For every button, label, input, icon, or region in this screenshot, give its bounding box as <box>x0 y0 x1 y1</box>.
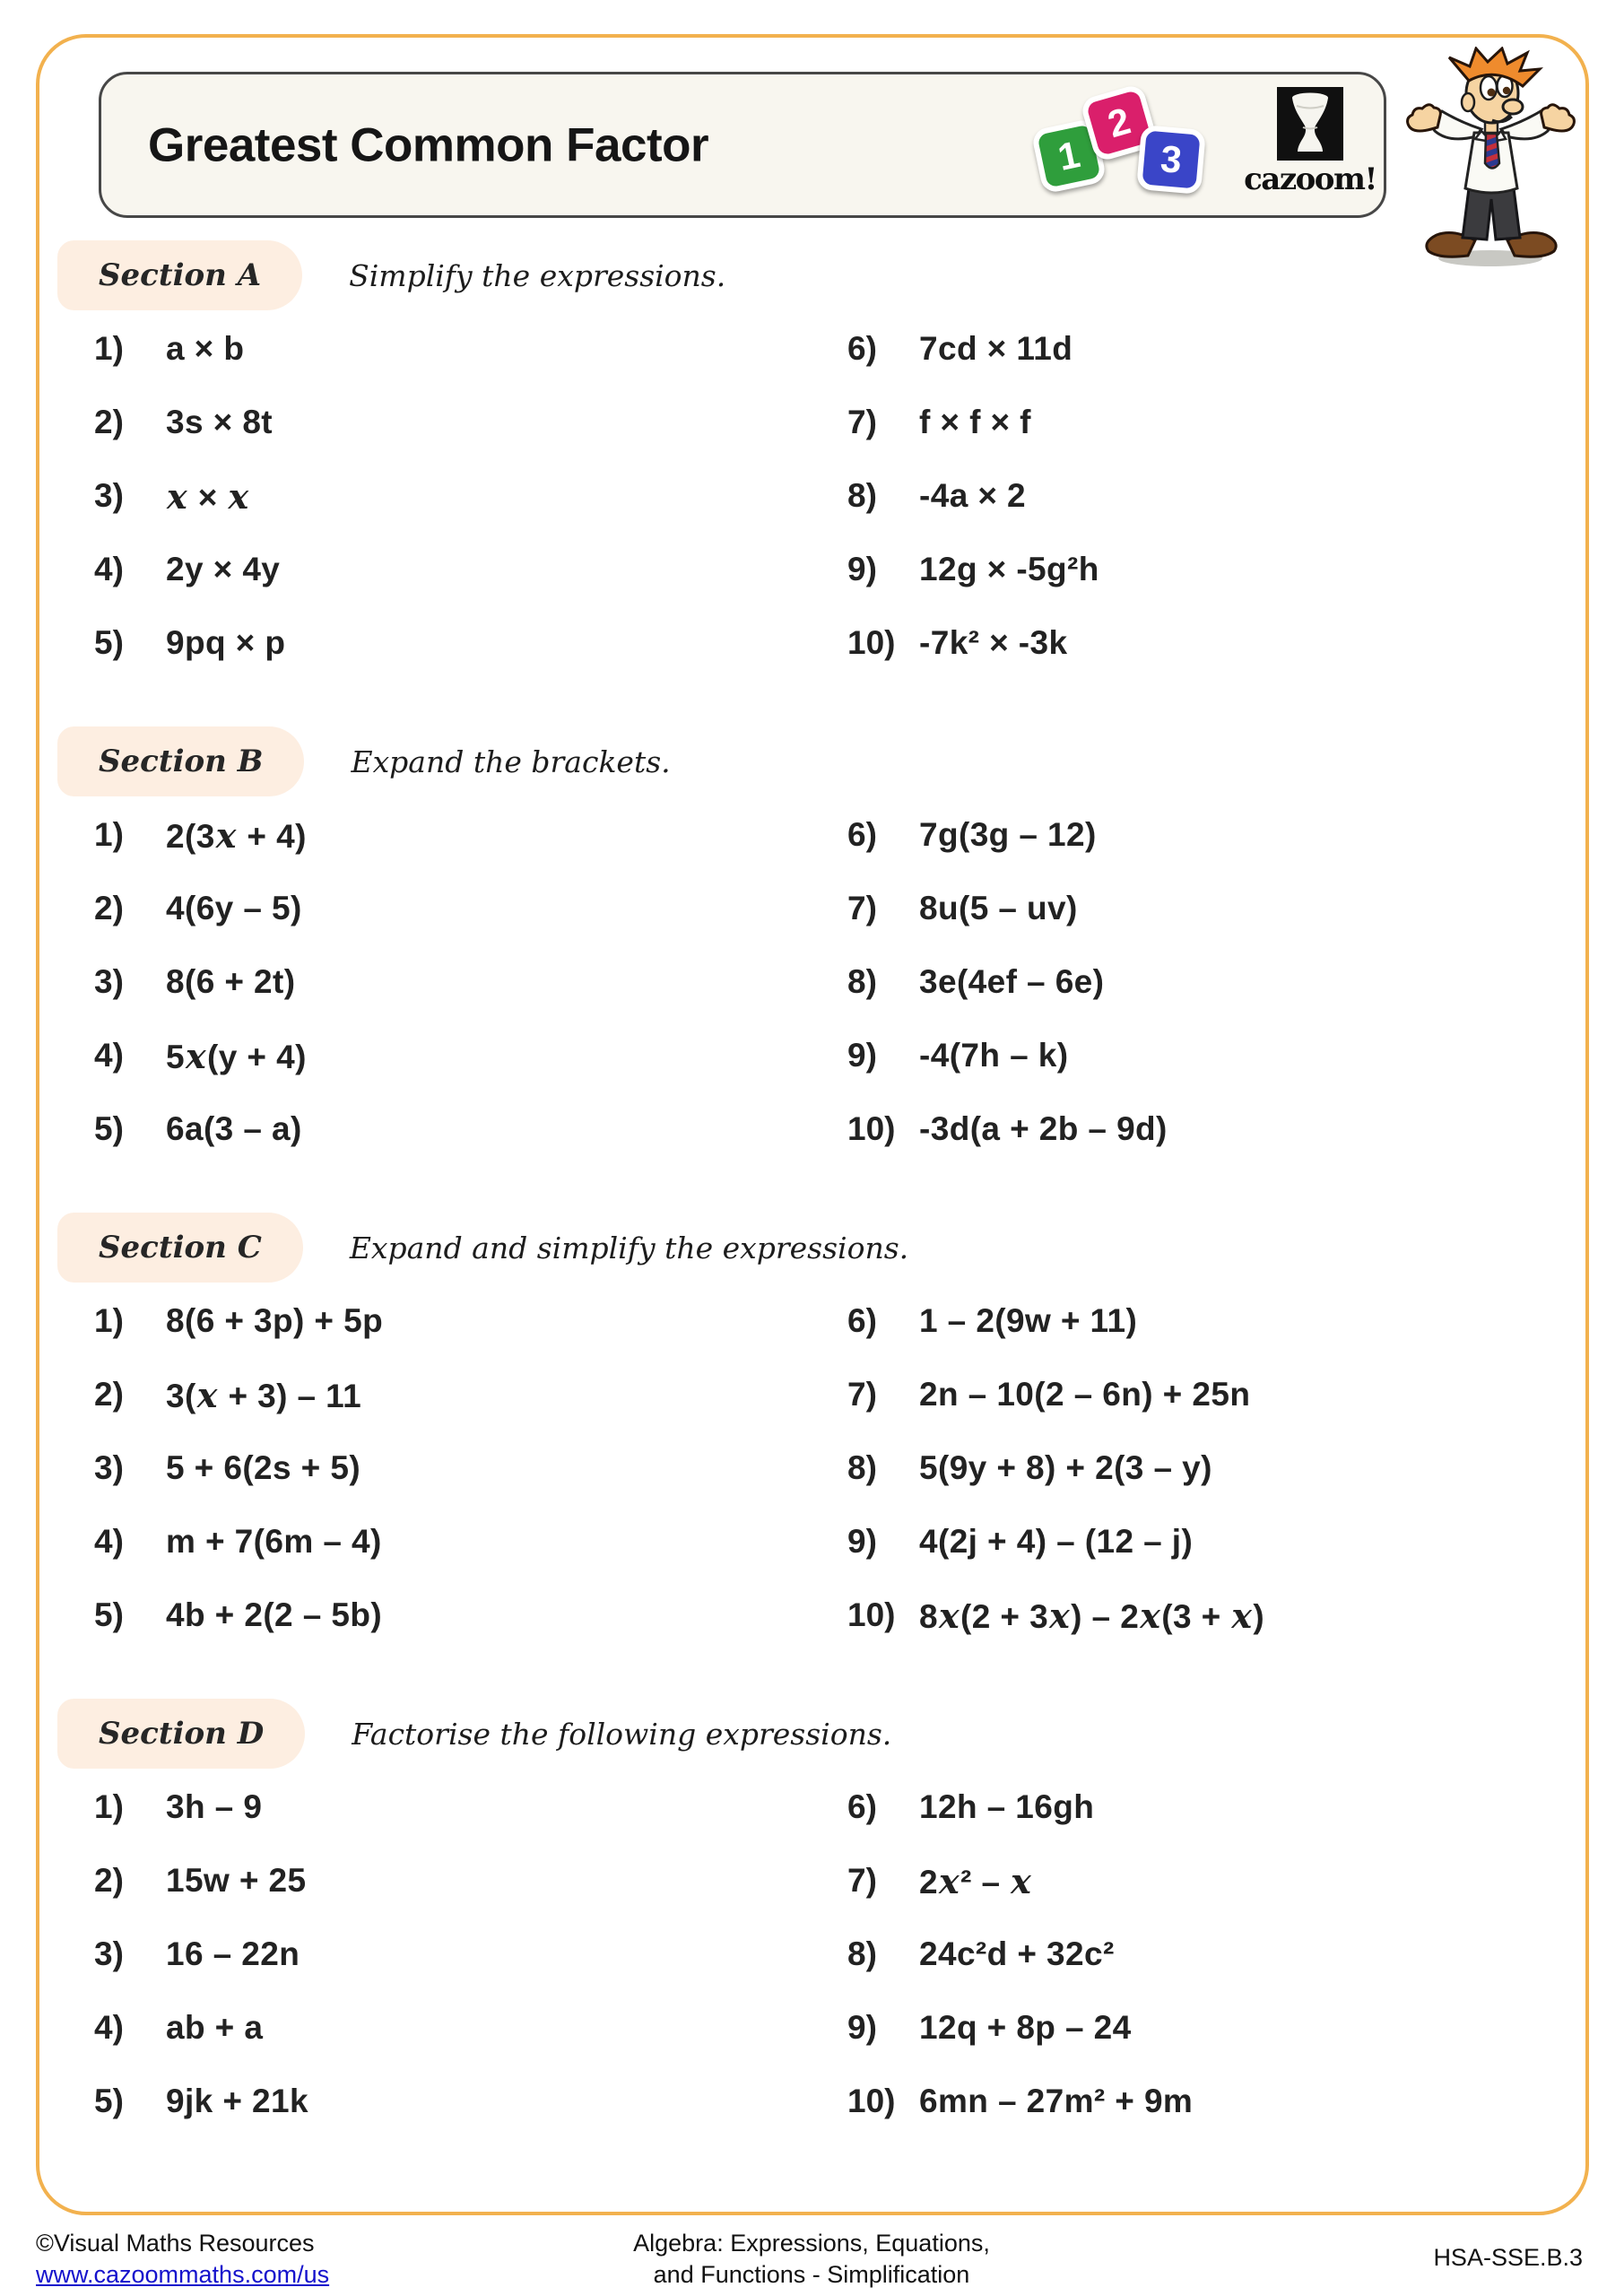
problem-expression: m + 7(6m – 4) <box>166 1523 382 1560</box>
problem-number: 9) <box>847 1523 877 1560</box>
problem-number: 7) <box>847 404 877 440</box>
problem-expression: 2x² – x <box>919 1860 1032 1901</box>
problem-number: 1) <box>94 816 124 853</box>
problem-row <box>94 1431 847 1505</box>
math-variable: x <box>938 1595 960 1636</box>
problem-expression: 3h – 9 <box>166 1788 263 1825</box>
problem-row <box>847 1844 1610 1918</box>
problem-number: 7) <box>847 1376 877 1413</box>
problem-number: 8) <box>847 477 877 514</box>
problem-row <box>94 1918 847 1991</box>
problem-expression: 16 – 22n <box>166 1935 300 1972</box>
problem-number: 5) <box>94 1596 124 1633</box>
problem-row <box>94 1019 847 1092</box>
problem-row <box>847 459 1610 533</box>
problem-expression: 9jk + 21k <box>166 2083 308 2119</box>
standard-code: HSA-SSE.B.3 <box>1433 2244 1583 2271</box>
problem-row <box>94 1358 847 1431</box>
problem-row <box>847 1770 1610 1844</box>
section-label: Section A <box>57 240 302 310</box>
mascot-hand-right <box>1541 105 1575 131</box>
problem-row <box>847 1505 1610 1578</box>
problem-number: 1) <box>94 330 124 367</box>
problem-expression: a × b <box>166 330 245 367</box>
problem-expression: -4a × 2 <box>919 477 1027 514</box>
math-variable: x <box>938 1860 960 1901</box>
problem-number: 3) <box>94 1449 124 1486</box>
problem-row <box>847 1578 1610 1652</box>
problem-expression: 6mn – 27m² + 9m <box>919 2083 1194 2119</box>
problem-expression: 8u(5 – uv) <box>919 890 1078 926</box>
mascot-illustration <box>1399 47 1583 271</box>
problem-number: 7) <box>847 1862 877 1899</box>
problem-expression: 12q + 8p – 24 <box>919 2009 1132 2046</box>
problem-row <box>94 945 847 1019</box>
problem-expression: 2y × 4y <box>166 551 281 587</box>
problem-row <box>847 1991 1610 2065</box>
footer-topic <box>448 2228 1175 2291</box>
problem-number: 4) <box>94 2009 124 2046</box>
problem-row <box>847 1092 1610 1166</box>
problem-number: 3) <box>94 1935 124 1972</box>
problem-row <box>847 872 1610 945</box>
cazoom-logo <box>1238 87 1382 197</box>
problem-number: 6) <box>847 1302 877 1339</box>
math-variable: x <box>185 1035 207 1076</box>
problem-row <box>94 1578 847 1652</box>
problem-expression: 7g(3g – 12) <box>919 816 1097 853</box>
problem-row <box>847 2065 1610 2138</box>
problem-number: 4) <box>94 551 124 587</box>
problem-number: 5) <box>94 624 124 661</box>
section-b <box>57 725 1575 1166</box>
problem-row <box>94 533 847 606</box>
section-instruction: Simplify the expressions. <box>349 257 726 293</box>
problem-row <box>94 459 847 533</box>
copyright-text: ©Visual Maths Resources <box>36 2230 315 2257</box>
problem-expression: 2(3x + 4) <box>166 814 307 856</box>
logo-tile-1: 1 <box>1030 117 1107 194</box>
problem-number: 6) <box>847 1788 877 1825</box>
problem-number: 9) <box>847 2009 877 2046</box>
problem-expression: 5x(y + 4) <box>166 1035 307 1076</box>
section-header <box>57 725 1575 798</box>
mascot-hand-left <box>1408 105 1441 131</box>
problem-expression: 1 – 2(9w + 11) <box>919 1302 1138 1339</box>
problem-row <box>847 1284 1610 1358</box>
problem-number: 2) <box>94 404 124 440</box>
problem-expression: 8(6 + 2t) <box>166 963 296 1000</box>
problem-row <box>847 386 1610 459</box>
problem-number: 2) <box>94 890 124 926</box>
problem-number: 10) <box>847 624 896 661</box>
problem-number: 5) <box>94 1110 124 1147</box>
problem-number: 8) <box>847 963 877 1000</box>
section-a <box>57 239 1575 680</box>
math-variable: x <box>1011 1860 1032 1901</box>
math-variable: x <box>228 475 249 517</box>
problem-number: 4) <box>94 1523 124 1560</box>
footer-left <box>36 2228 329 2291</box>
problem-number: 10) <box>847 1596 896 1633</box>
problem-list <box>57 1770 1575 2138</box>
problem-expression: 3s × 8t <box>166 404 274 440</box>
problem-expression: 12g × -5g²h <box>919 551 1099 587</box>
problem-row <box>94 1991 847 2065</box>
problem-expression: 12h – 16gh <box>919 1788 1095 1825</box>
problem-number: 8) <box>847 1935 877 1972</box>
section-d <box>57 1697 1575 2138</box>
footer-topic-line2: and Functions - Simplification <box>653 2261 970 2288</box>
problem-number: 8) <box>847 1449 877 1486</box>
problem-expression: x × x <box>167 475 249 517</box>
math-variable: x <box>1140 1595 1161 1636</box>
logo-tile-3: 3 <box>1136 125 1206 195</box>
problem-number: 1) <box>94 1788 124 1825</box>
problem-expression: 4b + 2(2 – 5b) <box>166 1596 383 1633</box>
problem-expression: 8(6 + 3p) + 5p <box>166 1302 384 1339</box>
problem-expression: 5 + 6(2s + 5) <box>166 1449 361 1486</box>
problem-number: 6) <box>847 330 877 367</box>
problem-expression: 8x(2 + 3x) – 2x(3 + x) <box>919 1595 1265 1636</box>
problem-row <box>94 1284 847 1358</box>
problem-row <box>847 945 1610 1019</box>
problem-number: 9) <box>847 1037 877 1074</box>
problem-row <box>94 872 847 945</box>
problem-row <box>94 1770 847 1844</box>
problem-number: 10) <box>847 2083 896 2119</box>
problem-expression: 3e(4ef – 6e) <box>919 963 1105 1000</box>
problem-number: 6) <box>847 816 877 853</box>
section-c <box>57 1211 1575 1652</box>
brand-name: cazoom! <box>1244 161 1376 197</box>
problem-expression: f × f × f <box>919 404 1031 440</box>
page-title: Greatest Common Factor <box>148 118 709 171</box>
section-instruction: Expand the brackets. <box>351 744 671 779</box>
problem-list <box>57 1284 1575 1652</box>
math-variable: x <box>196 1374 218 1415</box>
drum-icon <box>1277 87 1343 161</box>
problem-expression: ab + a <box>166 2009 264 2046</box>
section-label: Section C <box>57 1213 303 1283</box>
problem-expression: -3d(a + 2b – 9d) <box>919 1110 1168 1147</box>
problem-row <box>94 1092 847 1166</box>
problem-row <box>94 312 847 386</box>
problem-number: 3) <box>94 477 124 514</box>
section-header <box>57 239 1575 312</box>
section-instruction: Factorise the following expressions. <box>352 1716 892 1752</box>
mascot-ear <box>1462 93 1474 111</box>
section-header <box>57 1697 1575 1770</box>
problem-number: 2) <box>94 1376 124 1413</box>
problem-list <box>57 798 1575 1166</box>
problem-expression: -4(7h – k) <box>919 1037 1069 1074</box>
problem-number: 2) <box>94 1862 124 1899</box>
problem-expression: 7cd × 11d <box>919 330 1073 367</box>
problem-row <box>847 606 1610 680</box>
section-header <box>57 1211 1575 1284</box>
problem-row <box>94 798 847 872</box>
problem-row <box>847 1918 1610 1991</box>
section-label: Section B <box>57 726 304 796</box>
problem-number: 10) <box>847 1110 896 1147</box>
footer-link[interactable]: www.cazoommaths.com/us <box>36 2261 330 2288</box>
problem-row <box>94 2065 847 2138</box>
problem-number: 3) <box>94 963 124 1000</box>
problem-row <box>94 606 847 680</box>
problem-row <box>847 312 1610 386</box>
problem-row <box>847 798 1610 872</box>
problem-row <box>847 1019 1610 1092</box>
problem-number: 9) <box>847 551 877 587</box>
problem-number: 4) <box>94 1037 124 1074</box>
problem-row <box>847 1431 1610 1505</box>
problem-expression: -7k² × -3k <box>919 624 1068 661</box>
problem-expression: 3(x + 3) – 11 <box>166 1374 362 1415</box>
section-label: Section D <box>57 1699 305 1769</box>
problem-expression: 5(9y + 8) + 2(3 – y) <box>919 1449 1212 1486</box>
footer-topic-line1: Algebra: Expressions, Equations, <box>633 2230 990 2257</box>
problem-expression: 6a(3 – a) <box>166 1110 302 1147</box>
problem-row <box>94 1505 847 1578</box>
problem-expression: 24c²d + 32c² <box>919 1935 1115 1972</box>
problem-row <box>847 1358 1610 1431</box>
problem-expression: 15w + 25 <box>166 1862 307 1899</box>
math-variable: x <box>215 814 237 856</box>
problem-expression: 9pq × p <box>166 624 286 661</box>
title-box <box>99 72 1386 218</box>
problem-number: 1) <box>94 1302 124 1339</box>
problem-row <box>94 386 847 459</box>
mascot-eye-left <box>1481 76 1497 100</box>
problem-number: 5) <box>94 2083 124 2119</box>
section-instruction: Expand and simplify the expressions. <box>349 1230 909 1265</box>
mascot-nose <box>1503 100 1523 114</box>
math-variable: x <box>167 475 188 517</box>
problem-number: 7) <box>847 890 877 926</box>
problem-expression: 4(6y – 5) <box>166 890 302 926</box>
logo-123-tiles <box>1034 88 1222 204</box>
problem-expression: 2n – 10(2 – 6n) + 25n <box>919 1376 1251 1413</box>
math-variable: x <box>1049 1595 1071 1636</box>
math-variable: x <box>1231 1595 1253 1636</box>
problem-expression: 4(2j + 4) – (12 – j) <box>919 1523 1194 1560</box>
problem-list <box>57 312 1575 680</box>
logo-tile-2: 2 <box>1079 83 1159 162</box>
problem-row <box>94 1844 847 1918</box>
problem-row <box>847 533 1610 606</box>
